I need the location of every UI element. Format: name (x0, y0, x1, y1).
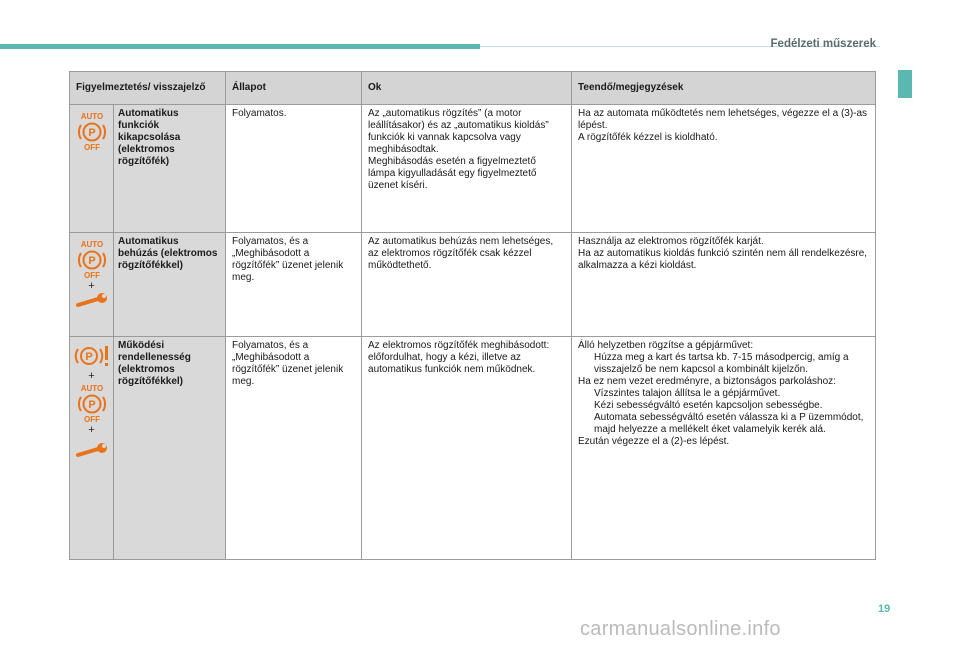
col-header-action: Teendő/megjegyzések (572, 72, 876, 105)
row-label: Működési rendellenesség (elektromos rögzítőfékkel) (114, 337, 226, 560)
list-item: Automata sebességváltó esetén válassza ki a P üzemmódot, majd helyezze a mellékelt éket valamelyik kerék alá. (578, 412, 869, 436)
row-cause: Az „automatikus rögzítés” (a motor leállításakor) és az „automatikus kioldás” funkciók ki vannak kapcsolva vagy meghibásodtak. Meghibásodás esetén a figyelmeztető lámpa kigyulladását egy figyelmeztető üzenet kíséri. (362, 105, 572, 233)
table-row (70, 233, 876, 337)
col-header-warning: Figyelmeztetés/ visszajelző (70, 72, 226, 105)
row-action: Ha az automata működtetés nem lehetséges, végezze el a (3)-as lépést. A rögzítőfék kézzel is kioldható. (572, 105, 876, 233)
action-intro: Álló helyzetben rögzítse a gépjárművet: (578, 340, 754, 351)
svg-text:OFF: OFF (83, 415, 100, 423)
row-cause: Az elektromos rögzítőfék meghibásodott: előfordulhat, hogy a kézi, illetve az automatikus funkciók nem működnek. (362, 337, 572, 560)
auto-park-off-icon (74, 383, 110, 423)
row-icons (70, 105, 114, 233)
list-item: Kézi sebességváltó esetén kapcsoljon sebességbe. (578, 400, 869, 412)
header-accent-bar (0, 44, 480, 49)
table-row (70, 337, 876, 560)
wrench-icon (74, 293, 110, 311)
chapter-tab (898, 70, 912, 98)
page-number: 19 (878, 603, 891, 615)
action-outro: Ezután végezze el a (2)-es lépést. (578, 436, 730, 447)
row-state: Folyamatos, és a „Meghibásodott a rögzítőfék” üzenet jelenik meg. (226, 337, 362, 560)
svg-text:OFF: OFF (83, 143, 100, 151)
warning-lights-table (69, 71, 876, 560)
svg-text:P: P (87, 399, 96, 411)
bullet-icon (578, 388, 594, 400)
svg-text:OFF: OFF (83, 271, 100, 279)
list-item: Húzza meg a kart és tartsa kb. 7-15 másodpercig, amíg a visszajelző be nem kapcsol a kombinált kijelzőn. (578, 352, 869, 376)
action-mid: Ha ez nem vezet eredményre, a biztonságos parkoláshoz: (578, 376, 836, 387)
table-row (70, 105, 876, 233)
row-icons (70, 337, 114, 560)
svg-text:AUTO: AUTO (80, 384, 103, 393)
svg-text:AUTO: AUTO (80, 240, 103, 249)
watermark: carmanualsonline.info (580, 618, 781, 640)
row-action: Használja az elektromos rögzítőfék karját. Ha az automatikus kioldás funkció szintén nem áll rendelkezésre, alkalmazza a kézi kioldást. (572, 233, 876, 337)
section-title: Fedélzeti műszerek (770, 38, 876, 50)
row-icons (70, 233, 114, 337)
list-item: Vízszintes talajon állítsa le a gépjárművet. (578, 388, 869, 400)
table-header-row (70, 72, 876, 105)
auto-park-off-icon (74, 111, 110, 151)
row-state: Folyamatos. (226, 105, 362, 233)
row-label: Automatikus behúzás (elektromos rögzítőfékkel) (114, 233, 226, 337)
park-brake-fault-icon (72, 343, 112, 369)
row-cause: Az automatikus behúzás nem lehetséges, az elektromos rögzítőfék csak kézzel működtethető. (362, 233, 572, 337)
row-label: Automatikus funkciók kikapcsolása (elektromos rögzítőfék) (114, 105, 226, 233)
bullet-icon (578, 412, 594, 436)
col-header-cause: Ok (362, 72, 572, 105)
wrench-icon (74, 443, 110, 461)
svg-text:P: P (84, 351, 93, 363)
row-state: Folyamatos, és a „Meghibásodott a rögzítőfék” üzenet jelenik meg. (226, 233, 362, 337)
plus-sign: + (88, 280, 95, 292)
auto-park-off-icon (74, 239, 110, 279)
plus-sign: + (88, 370, 95, 382)
col-header-state: Állapot (226, 72, 362, 105)
plus-sign: + (88, 424, 95, 436)
bullet-icon (578, 352, 594, 376)
row-action (572, 337, 876, 560)
svg-text:P: P (87, 127, 96, 139)
bullet-icon (578, 400, 594, 412)
svg-text:AUTO: AUTO (80, 112, 103, 121)
svg-text:P: P (87, 255, 96, 267)
